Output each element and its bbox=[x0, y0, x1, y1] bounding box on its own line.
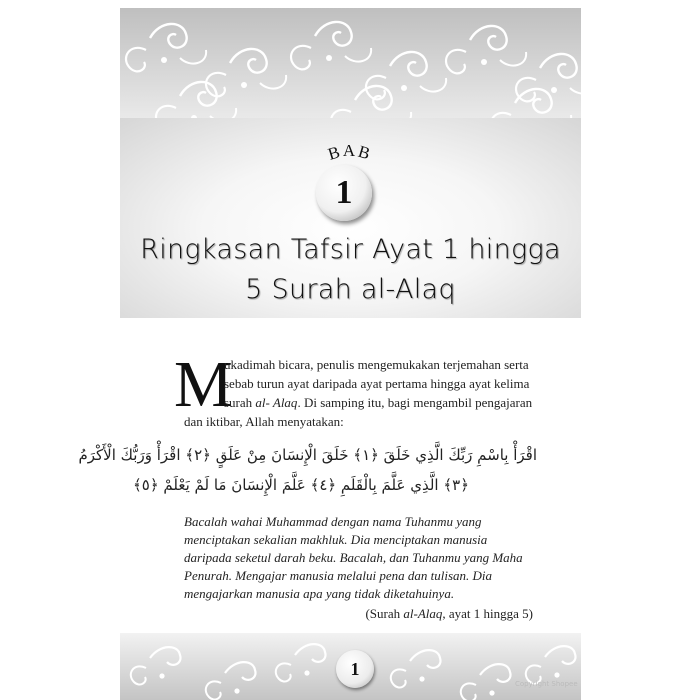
arabic-verse-line2: ﴿٣﴾ الَّذِي عَلَّمَ بِالْقَلَمِ ﴿٤﴾ عَلَّمَ الْإِنسَانَ مَا لَمْ يَعْلَمْ ﴿٥﴾ bbox=[132, 476, 469, 494]
chapter-title-line1: Ringkasan Tafsir Ayat 1 hingga bbox=[140, 234, 561, 265]
page-number-badge bbox=[336, 650, 374, 688]
arabic-verse-line1: اقْرَأْ بِاسْمِ رَبِّكَ الَّذِي خَلَقَ ﴿١﴾ خَلَقَ الْإِنسَانَ مِنْ عَلَقٍ ﴿٢﴾ اقْرَأْ وَرَبُّكَ الْأَكْرَمُ bbox=[78, 446, 537, 464]
chapter-number-badge bbox=[316, 165, 372, 221]
translation-line-4: Penurah. Mengajar manusia melalui pena dan tulisan. Dia bbox=[184, 568, 493, 583]
bab-text: BAB bbox=[325, 141, 375, 164]
page-number: 1 bbox=[350, 658, 360, 679]
intro-line-3: surah al- Alaq. Di samping itu, bagi mengambil pengajaran bbox=[224, 395, 533, 410]
chapter-title-line2: 5 Surah al-Alaq bbox=[245, 274, 456, 305]
translation-line-5: mengajarkan manusia apa yang tidak diketahuinya. bbox=[184, 586, 455, 601]
book-page bbox=[78, 8, 581, 700]
translation-line-3: daripada seketul darah beku. Bacalah, dan Tuhanmu yang Maha bbox=[184, 550, 523, 565]
copyright-watermark: Copyright Shopee bbox=[515, 680, 578, 688]
floral-ornament-top bbox=[120, 8, 581, 128]
intro-line-4: dan iktibar, Allah menyatakan: bbox=[184, 414, 344, 429]
svg-text:BAB bbox=[326, 141, 375, 164]
verse-citation: (Surah al-Alaq, ayat 1 hingga 5) bbox=[365, 606, 533, 621]
intro-line-2: sebab turun ayat daripada ayat pertama hingga ayat kelima bbox=[224, 376, 530, 391]
surah-name-italic: al- Alaq bbox=[255, 395, 298, 410]
translation-line-1: Bacalah wahai Muhammad dengan nama Tuhanmu yang bbox=[184, 514, 482, 529]
translation-line-2: menciptakan sekalian makhluk. Dia menciptakan manusia bbox=[184, 532, 488, 547]
drop-cap: M bbox=[174, 348, 233, 421]
chapter-number: 1 bbox=[335, 174, 353, 211]
intro-line-1: ukadimah bicara, penulis mengemukakan terjemahan serta bbox=[224, 357, 529, 372]
